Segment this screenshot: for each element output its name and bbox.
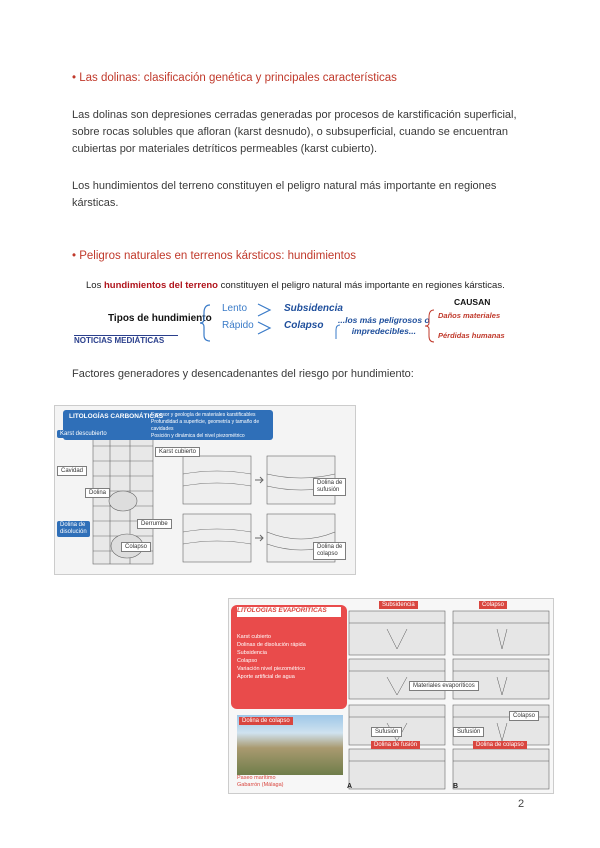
label-line: disolución [60,529,87,535]
panel-letter-b: B [453,783,459,790]
label-dolina-colapso-evap: Dolina de colapso [473,741,527,749]
label-line: Dolina de [60,522,86,528]
diagram-intro [86,280,505,291]
subsidencia-label: Subsidencia [284,303,343,314]
bullet: Colapso [237,658,258,664]
evaporitic-bullets [237,633,306,681]
danos-label: Daños materiales [438,311,501,320]
bullet: Karst cubierto [237,634,271,640]
evaporitic-info-box [231,605,347,709]
text-line: Los hundimientos del terreno constituyen el peligro natural más importante en regiones [72,180,497,192]
figure-carbonaticas [54,405,356,575]
label-subsidencia: Subsidencia [379,601,418,609]
tipos-label: Tipos de hundimiento [108,313,212,324]
label-derrumbe: Derrumbe [137,519,172,529]
photo-label: Dolina de colapso [239,717,293,725]
bullet: Aporte artificial de agua [237,674,295,680]
colapso-label: Colapso [284,320,324,331]
evaporitic-illustration [347,599,553,793]
intro-text: constituyen el peligro natural más importante en regiones kársticas. [217,280,505,291]
section-heading-peligros: • Peligros naturales en terrenos kársticos: hundimientos [72,250,357,262]
perdidas-label: Pérdidas humanas [438,331,505,340]
label-colapso-mid: Colapso [509,711,539,721]
note-line: ...los más peligrosos o [338,315,430,325]
paragraph-hundimientos [72,178,542,212]
text-line: Las dolinas son depresiones cerradas generadas por procesos de karstificación superficial, [72,109,517,121]
section-heading-dolinas: • Las dolinas: clasificación genética y principales características [72,72,397,84]
caption-line: Paseo marítimo [237,775,276,781]
text-line: cubiertas por materiales detríticos permeables (karst cubierto). [72,143,378,155]
bullet: Variación nivel piezométrico [237,666,306,672]
label-sufusion-left: Sufusión [371,727,402,737]
carbonatic-bullets [151,412,273,440]
label-dolina-colapso [313,542,346,560]
label-line: Dolina de [317,544,343,550]
paragraph-dolinas [72,107,542,158]
carbonatic-title: LITOLOGÍAS CARBONÁTICAS [69,413,164,420]
causan-label: CAUSAN [454,297,491,307]
photo-dolina-colapso [237,715,343,775]
label-colapso: Colapso [121,542,151,552]
label-materiales-evaporiticos: Materiales evaporíticos [409,681,479,691]
bullet: Posición y dinámica del nivel piezométrico [151,433,245,439]
label-sufusion-right: Sufusión [453,727,484,737]
rapido-label: Rápido [222,320,254,331]
label-cavidad: Cavidad [57,466,87,476]
peligrosos-note [338,315,430,337]
text-line: sobre rocas solubles que afloran (karst desnudo), o subsuperficial, cuando se encuentran [72,126,508,138]
label-dolina: Dolina [85,488,110,498]
label-line: sufusión [317,487,340,493]
hundimiento-diagram [72,275,542,345]
evaporitic-title: LITOLOGÍAS EVAPORÍTICAS [237,607,341,617]
label-line: Dolina de [317,480,343,486]
bullet: Subsidencia [237,650,267,656]
panel-letter-a: A [347,783,353,790]
label-dolina-sufusion [313,478,346,496]
noticias-label: NOTICIAS MEDIÁTICAS [74,335,178,346]
photo-caption [237,775,283,789]
lento-label: Lento [222,303,248,314]
text-line: kársticas. [72,197,119,209]
page-number: 2 [518,798,525,810]
label-karst-cubierto: Karst cubierto [155,447,200,457]
label-colapso-top: Colapso [479,601,507,609]
bullet: Dolinas de disolución rápida [237,642,306,648]
label-dolina-disolucion [57,521,90,537]
figure-evaporiticas [228,598,554,794]
caption-line: Gabarrón (Málaga) [237,782,284,788]
label-dolina-fusion: Dolina de fusión [371,741,420,749]
factores-text: Factores generadores y desencadenantes del riesgo por hundimiento: [72,368,414,380]
bullet: Profundidad a superficie, geometría y tamaño de cavidades [151,419,260,432]
label-line: colapso [317,551,338,557]
note-line: impredecibles... [351,326,416,336]
bullet: Espesor y geología de materiales karstificables [151,412,256,418]
intro-text: Los [86,280,104,291]
intro-highlight: hundimientos del terreno [103,280,218,291]
label-karst-descubierto: Karst descubierto [57,430,110,438]
causan-bracket [424,309,436,343]
